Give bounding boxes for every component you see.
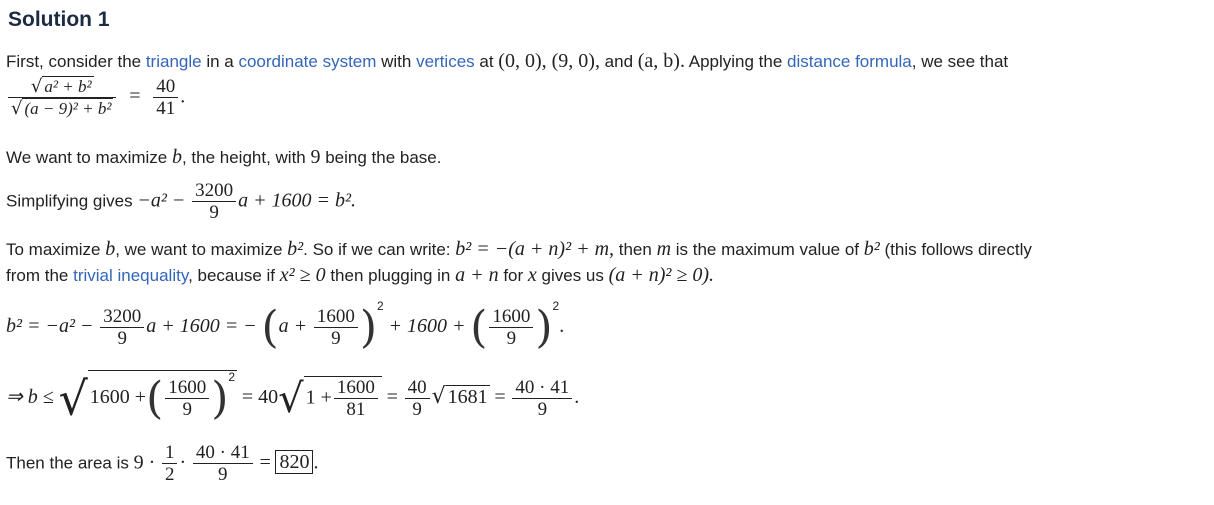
math-exponent: 2 xyxy=(377,299,384,313)
fraction xyxy=(512,377,572,421)
math-paren: ( xyxy=(261,302,279,353)
fraction xyxy=(334,377,378,421)
math-b-squared: b² xyxy=(863,238,880,260)
text: , we see that xyxy=(911,52,1009,71)
math-b-squared: b² xyxy=(287,238,304,260)
text: , because if xyxy=(188,266,280,285)
math-x: x xyxy=(527,264,537,286)
fraction xyxy=(153,76,178,120)
math-vertices: (0, 0), (9, 0), xyxy=(498,50,600,72)
text: To maximize xyxy=(6,240,106,259)
text: , we want to maximize xyxy=(115,240,288,259)
math-expression: 1681 xyxy=(447,385,488,408)
text: then xyxy=(614,240,657,259)
math-denominator: (a − 9)² + b² xyxy=(24,99,112,119)
math-expression: b² = −a² − xyxy=(6,314,94,337)
math-denominator: 9 xyxy=(412,399,422,420)
text: (this follows directly xyxy=(879,240,1032,259)
math-numerator: 1600 xyxy=(314,306,358,328)
math-expression: 9 · xyxy=(133,451,156,474)
math-expression: a + xyxy=(278,314,308,337)
math-b: b xyxy=(171,146,182,168)
math-denominator: 81 xyxy=(346,399,366,420)
text: at xyxy=(474,52,499,71)
equation-simplified xyxy=(6,180,356,224)
math-numerator: 1600 xyxy=(165,377,209,399)
math-numerator: 1600 xyxy=(334,377,378,399)
math-period: . xyxy=(313,451,319,474)
math-numerator: 1600 xyxy=(489,306,533,328)
math-vertex-ab: (a, b). xyxy=(637,50,685,72)
math-expression: x² ≥ 0 xyxy=(279,264,326,286)
fraction xyxy=(100,306,144,350)
fraction xyxy=(193,442,253,486)
math-equals: = xyxy=(259,451,271,474)
text: We want to maximize xyxy=(6,148,172,167)
math-denominator: 9 xyxy=(182,399,192,420)
math-denominator: 9 xyxy=(209,202,219,224)
math-expression: (a + n)² ≥ 0). xyxy=(608,264,715,286)
math-expression: a + n xyxy=(455,264,499,286)
math-paren: ( xyxy=(146,373,164,424)
fraction xyxy=(162,442,178,486)
math-paren: ) xyxy=(211,373,229,424)
paragraph-area-result xyxy=(6,442,318,486)
math-period: . xyxy=(180,85,186,108)
math-numerator: 40 · 41 xyxy=(512,377,572,399)
text: in a xyxy=(201,52,239,71)
math-numerator: 40 xyxy=(405,377,430,399)
math-expression: 1600 + xyxy=(89,385,147,408)
text: for xyxy=(498,266,528,285)
math-sqrt: √ 1600 +( $\frac{1600}{9}$ )$^2$ xyxy=(58,370,236,426)
text: . So if we can write: xyxy=(303,240,456,259)
fraction xyxy=(314,306,358,350)
math-denominator: 9 xyxy=(506,328,517,349)
text: and xyxy=(599,52,638,71)
equation-max-b xyxy=(6,370,579,426)
link-distance-formula[interactable]: distance formula xyxy=(787,52,912,71)
math-denominator: 9 xyxy=(117,328,127,349)
equation-distance-ratio xyxy=(6,76,185,120)
math-equals: = xyxy=(129,85,141,108)
math-denominator: 2 xyxy=(164,464,175,486)
math-nine: 9 xyxy=(310,146,321,168)
text: gives us xyxy=(536,266,609,285)
math-expression: 1 + xyxy=(305,385,332,408)
math-denominator: 9 xyxy=(331,328,341,349)
math-expression: a + 1600 = b². xyxy=(238,189,357,212)
equation-completed-square xyxy=(6,299,565,353)
math-expression: ⇒ b ≤ xyxy=(6,385,54,408)
fraction xyxy=(192,180,236,224)
math-denominator: 41 xyxy=(156,98,176,120)
text: from the xyxy=(6,266,74,285)
text: First, consider the xyxy=(6,52,146,71)
math-expression: + 1600 + xyxy=(388,314,466,337)
solution-title: Solution 1 xyxy=(8,8,110,31)
math-exponent: 2 xyxy=(552,299,560,313)
math-equals: = xyxy=(494,385,506,408)
math-sqrt: √ 1 + $\frac{1600}{81}$ xyxy=(278,376,382,422)
math-paren: ) xyxy=(359,302,378,353)
math-numerator: 3200 xyxy=(192,180,236,202)
math-sqrt: √ 1681 xyxy=(431,383,488,409)
math-equals: = xyxy=(386,385,398,408)
link-coordinate-system[interactable]: coordinate system xyxy=(238,52,377,71)
text: with xyxy=(376,52,417,71)
math-expression: a + 1600 = − xyxy=(146,314,257,337)
math-paren: ) xyxy=(535,302,553,353)
math-numerator: a² + b² xyxy=(44,77,92,97)
answer-box: 820 xyxy=(275,450,313,474)
link-triangle[interactable]: triangle xyxy=(145,52,202,71)
text: Simplifying gives xyxy=(6,191,138,211)
math-paren: ( xyxy=(470,302,488,353)
text: , the height, with xyxy=(181,148,311,167)
paragraph-maximize-b xyxy=(6,146,441,169)
link-trivial-inequality[interactable]: trivial inequality xyxy=(73,266,189,285)
text: Then the area is xyxy=(6,453,134,473)
fraction: $\frac{\text{√ a² + b²}}{\text{√ (a − 9)² + b²}}$ xyxy=(8,76,116,119)
fraction xyxy=(165,377,209,421)
text: is the maximum value of xyxy=(671,240,864,259)
math-numerator: 40 xyxy=(153,76,178,98)
math-numerator: 3200 xyxy=(100,306,144,328)
math-period: . xyxy=(574,385,580,408)
text: Applying the xyxy=(684,52,788,71)
fraction xyxy=(405,377,430,421)
math-b: b xyxy=(105,238,116,260)
text: being the base. xyxy=(320,148,442,167)
math-denominator: 9 xyxy=(218,464,228,486)
math-dot: · xyxy=(179,451,187,474)
math-expression: = 40 xyxy=(241,385,279,408)
link-vertices[interactable]: vertices xyxy=(416,52,475,71)
fraction xyxy=(489,306,533,350)
math-expression: b² = −(a + n)² + m, xyxy=(455,238,615,260)
paragraph-completing-square xyxy=(6,238,1032,261)
math-expression: −a² − xyxy=(137,189,186,212)
paragraph-trivial-inequality xyxy=(6,264,714,287)
math-m: m xyxy=(656,238,672,260)
math-numerator: 1 xyxy=(162,442,178,464)
math-denominator: 9 xyxy=(537,399,548,420)
paragraph-intro xyxy=(6,50,1008,73)
math-period: . xyxy=(559,314,565,337)
math-numerator: 40 · 41 xyxy=(193,442,253,464)
math-exponent: 2 xyxy=(228,370,236,384)
text: then plugging in xyxy=(325,266,456,285)
